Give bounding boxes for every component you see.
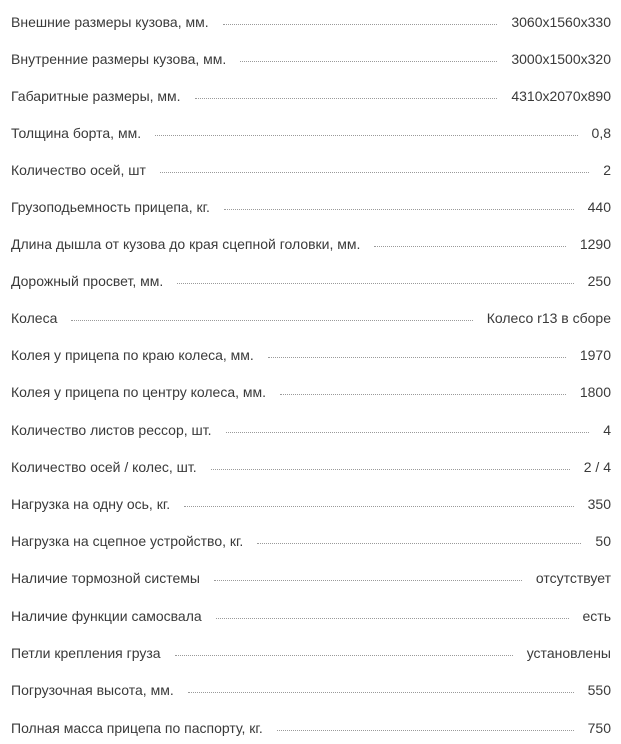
spec-row	[11, 604, 611, 628]
dot-leader	[268, 357, 566, 358]
dot-leader	[224, 209, 574, 210]
spec-label: Колеса	[11, 310, 58, 326]
spec-row	[11, 47, 611, 71]
spec-label: Внешние размеры кузова, мм.	[11, 14, 209, 30]
spec-row	[11, 529, 611, 553]
spec-row	[11, 10, 611, 34]
dot-leader	[277, 730, 574, 731]
spec-value: 2	[603, 162, 611, 178]
spec-label: Толщина борта, мм.	[11, 125, 142, 141]
spec-label: Количество листов рессор, шт.	[11, 422, 212, 438]
spec-row	[11, 84, 611, 108]
spec-label: Петли крепления груза	[11, 645, 161, 661]
spec-label: Грузоподьемность прицепа, кг.	[11, 199, 210, 215]
spec-label: Полная масса прицепа по паспорту, кг.	[11, 720, 263, 736]
spec-label: Габаритные размеры, мм.	[11, 88, 181, 104]
spec-value: 350	[587, 496, 611, 512]
dot-leader	[211, 469, 570, 470]
spec-label: Наличие функции самосвала	[11, 608, 202, 624]
spec-value: 50	[595, 533, 611, 549]
dot-leader	[280, 394, 566, 395]
spec-value: 250	[587, 273, 611, 289]
spec-value: 0,8	[591, 125, 611, 141]
dot-leader	[188, 692, 574, 693]
dot-leader	[226, 432, 590, 433]
dot-leader	[214, 580, 522, 581]
dot-leader	[177, 283, 573, 284]
spec-label: Длина дышла от кузова до края сцепной головки, мм.	[11, 236, 361, 252]
spec-row	[11, 455, 611, 479]
spec-value: установлены	[526, 645, 611, 661]
spec-row	[11, 641, 611, 665]
dot-leader	[240, 61, 497, 62]
spec-row	[11, 158, 611, 182]
spec-row	[11, 678, 611, 702]
spec-row	[11, 380, 611, 404]
spec-label: Количество осей / колес, шт.	[11, 459, 197, 475]
spec-row	[11, 716, 611, 740]
spec-label: Внутренние размеры кузова, мм.	[11, 51, 227, 67]
dot-leader	[257, 543, 581, 544]
spec-row	[11, 343, 611, 367]
spec-label: Наличие тормозной системы	[11, 570, 200, 586]
spec-row	[11, 269, 611, 293]
spec-value: 1970	[579, 347, 611, 363]
spec-value: 3060x1560x330	[511, 14, 611, 30]
spec-value: отсутствует	[535, 570, 611, 586]
spec-label: Колея у прицепа по центру колеса, мм.	[11, 384, 267, 400]
spec-value: 4310x2070x890	[511, 88, 611, 104]
dot-leader	[374, 246, 565, 247]
spec-row	[11, 566, 611, 590]
spec-label: Нагрузка на одну ось, кг.	[11, 496, 171, 512]
spec-label: Нагрузка на сцепное устройство, кг.	[11, 533, 244, 549]
spec-value: 3000x1500x320	[511, 51, 611, 67]
spec-row	[11, 418, 611, 442]
spec-value: 440	[587, 199, 611, 215]
spec-row	[11, 121, 611, 145]
spec-label: Колея у прицепа по краю колеса, мм.	[11, 347, 254, 363]
spec-value: 4	[603, 422, 611, 438]
dot-leader	[184, 506, 574, 507]
spec-value: Колесо r13 в сборе	[486, 310, 611, 326]
spec-value: 550	[587, 682, 611, 698]
spec-row	[11, 232, 611, 256]
spec-value: 750	[587, 720, 611, 736]
dot-leader	[223, 24, 498, 25]
dot-leader	[160, 172, 589, 173]
spec-row	[11, 492, 611, 516]
dot-leader	[216, 618, 569, 619]
spec-label: Дорожный просвет, мм.	[11, 273, 164, 289]
dot-leader	[71, 320, 472, 321]
spec-label: Погрузочная высота, мм.	[11, 682, 174, 698]
spec-value: есть	[582, 608, 611, 624]
spec-value: 1800	[579, 384, 611, 400]
dot-leader	[195, 98, 498, 99]
spec-value: 2 / 4	[583, 459, 611, 475]
dot-leader	[155, 135, 577, 136]
spec-row	[11, 195, 611, 219]
spec-value: 1290	[579, 236, 611, 252]
spec-label: Количество осей, шт	[11, 162, 146, 178]
dot-leader	[175, 655, 513, 656]
spec-row	[11, 306, 611, 330]
